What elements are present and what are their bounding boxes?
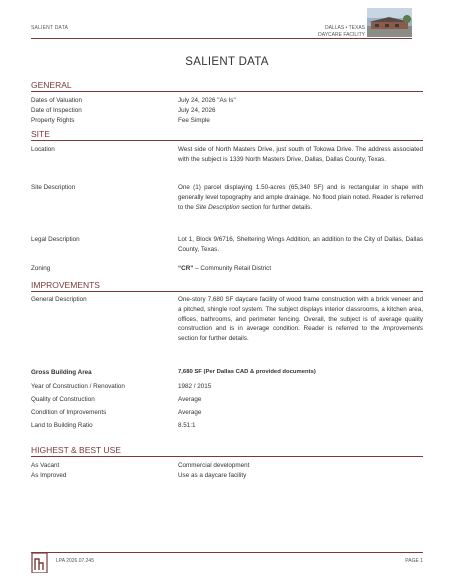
row-value: Average — [178, 396, 202, 403]
section-heading: GENERAL — [31, 80, 423, 92]
row-label: Dates of Valuation — [31, 97, 82, 104]
row-label: As Vacant — [31, 462, 60, 469]
row-value — [178, 264, 423, 274]
footer-rule — [31, 552, 423, 553]
footer-file-number: LPA 2026.07.245 — [56, 558, 94, 564]
section-hbu-heading — [31, 445, 423, 457]
header-rule — [31, 38, 412, 39]
value-text: One (1) parcel displaying 1.50-acres (65,340 SF) and is rectangular in shape with generally level topography and ample drainage. No flood plain noted. Reader is referred to the — [178, 184, 423, 211]
section-general-heading — [31, 80, 423, 92]
value-italic-ref: Improvements — [383, 325, 423, 333]
row-label: Land to Building Ratio — [31, 422, 93, 429]
row-value: Lot 1, Block 9/6716, Sheltering Wings Addition, an addition to the City of Dallas, Dallas County, Texas. — [178, 236, 423, 253]
row-label: Year of Construction / Renovation — [31, 383, 125, 390]
row-value — [178, 295, 423, 344]
row-label: Zoning — [31, 265, 51, 272]
row-label: General Description — [31, 296, 87, 303]
value-text: section for further details. — [239, 203, 313, 211]
row-label: Gross Building Area — [31, 369, 92, 376]
row-label: Property Rights — [31, 117, 75, 124]
row-value — [178, 183, 423, 212]
section-heading: IMPROVEMENTS — [31, 280, 423, 292]
footer-page-number: PAGE 1 — [405, 558, 423, 564]
value-italic-ref: Site Description — [195, 203, 240, 211]
header-property-type: DAYCARE FACILITY — [318, 32, 365, 38]
row-value: 1982 / 2015 — [178, 383, 212, 390]
section-heading: SITE — [31, 129, 423, 141]
row-label: Legal Description — [31, 236, 80, 243]
header-left-label: SALIENT DATA — [31, 25, 69, 31]
header-location: DALLAS • TEXAS — [324, 25, 365, 31]
row-label: Site Description — [31, 184, 76, 191]
section-site-heading — [31, 129, 423, 141]
row-value: Use as a daycare facility — [178, 472, 247, 479]
row-value: 8.51:1 — [178, 422, 196, 429]
row-label: As Improved — [31, 472, 67, 479]
section-improvements-heading — [31, 280, 423, 292]
company-logo-icon — [31, 553, 48, 573]
row-label: Location — [31, 146, 55, 153]
row-value: 7,680 SF (Per Dallas CAD & provided documents) — [178, 369, 316, 375]
row-value: July 24, 2026 "As Is" — [178, 97, 236, 104]
row-value: Commercial development — [178, 462, 250, 469]
row-label: Condition of Improvements — [31, 409, 107, 416]
value-text: section for further details. — [178, 335, 249, 343]
row-label: Date of Inspection — [31, 107, 82, 114]
property-photo-thumbnail — [367, 8, 412, 37]
zoning-code: “CR” — [178, 265, 194, 272]
row-value: Fee Simple — [178, 117, 210, 124]
zoning-description: – Community Retail District — [193, 265, 272, 272]
header-right-label — [318, 25, 365, 39]
row-value: Average — [178, 409, 202, 416]
value-text: One-story 7,680 SF daycare facility of wood frame construction with a brick veneer and a pitched, shingle roof system. The subject displays interior classrooms, a kitchen area, offices, bathrooms, and perimeter fencing. Overall, the subject is of average quality construction and is in average condition. Reader is referred to the — [178, 296, 423, 333]
row-label: Quality of Construction — [31, 396, 95, 403]
row-value: July 24, 2026 — [178, 107, 216, 114]
section-heading: HIGHEST & BEST USE — [31, 445, 423, 457]
row-value: West side of North Masters Drive, just south of Tokowa Drive. The address associated with the subject is 1339 North Masters Drive, Dallas, Dallas County, Texas. — [178, 146, 423, 163]
page-title: SALIENT DATA — [185, 56, 269, 68]
